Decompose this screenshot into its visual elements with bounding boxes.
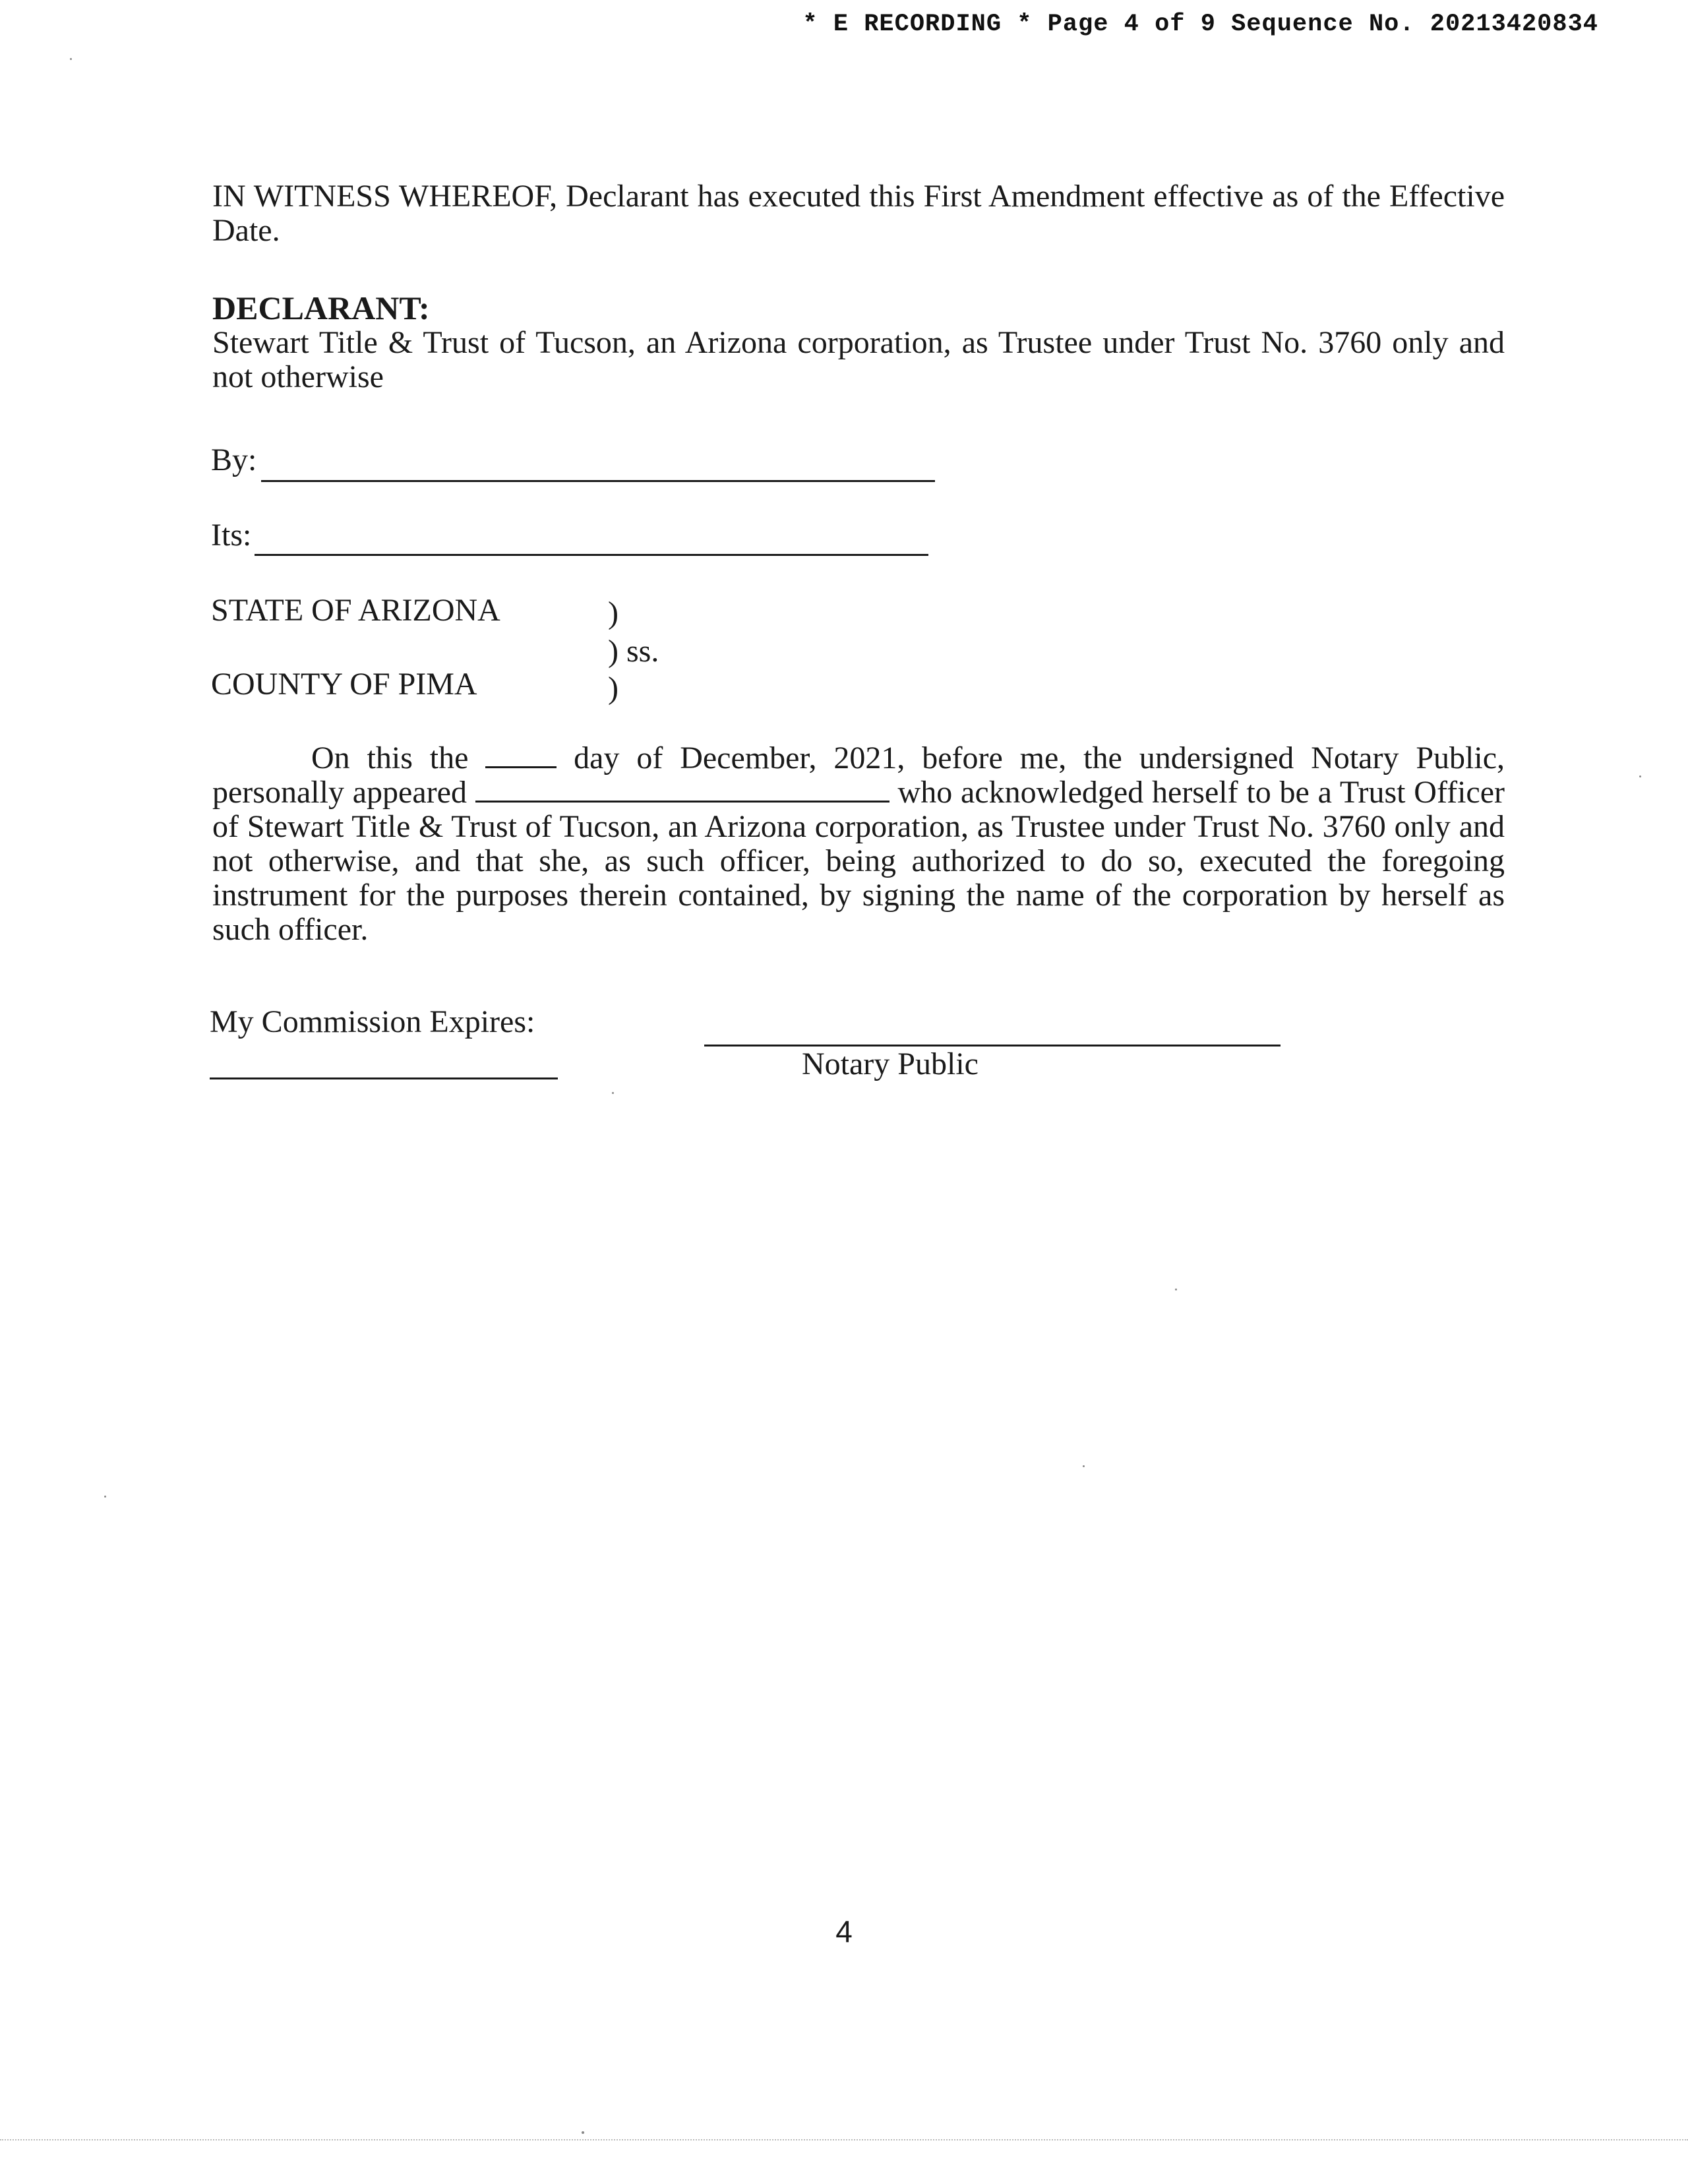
witness-clause: IN WITNESS WHEREOF, Declarant has executed this First Amendment effective as of the Effective Date.	[212, 179, 1505, 248]
venue-paren-bottom: )	[608, 671, 618, 706]
scan-speck	[612, 1092, 614, 1094]
recording-header: * E RECORDING * Page 4 of 9 Sequence No. 20213420834	[802, 11, 1598, 38]
by-signature-line[interactable]	[261, 480, 935, 482]
its-title-line[interactable]	[255, 554, 928, 556]
notary-public-label: Notary Public	[802, 1046, 979, 1081]
acknowledgment-part1: On this the	[311, 741, 469, 775]
venue-county: COUNTY OF PIMA	[211, 667, 477, 702]
notary-signature-line[interactable]	[704, 1045, 1281, 1046]
scan-speck	[104, 1496, 106, 1498]
venue-state: STATE OF ARIZONA	[211, 593, 500, 628]
declarant-entity: Stewart Title & Trust of Tucson, an Arizona corporation, as Trustee under Trust No. 3760 only and not otherwise	[212, 325, 1505, 394]
scan-bottom-edge	[0, 2139, 1688, 2140]
scan-speck	[582, 2131, 584, 2134]
acknowledgment-part3: who acknowledged herself to be a Trust Officer of Stewart Title & Trust of Tucson, an Arizona corporation, as Trustee under Trust No. 3760 only and not otherwise, and that she, as such officer, being authorized to do so, executed the foregoing instrument for the purposes therein contained, by signing the name of the corporation by herself as such officer.	[212, 775, 1505, 947]
commission-expires-line[interactable]	[210, 1077, 558, 1079]
its-label: Its:	[211, 518, 252, 553]
acknowledgment-paragraph	[212, 741, 1505, 947]
commission-expires-label: My Commission Expires:	[210, 1004, 535, 1039]
by-signature-row	[211, 443, 256, 477]
scan-speck	[1639, 775, 1641, 777]
acknowledgment-part2: day of December, 2021, before me, the undersigned Notary Public, personally appeared	[212, 741, 1505, 810]
by-label: By:	[211, 442, 257, 477]
page-number: 4	[835, 1914, 853, 1949]
scan-speck	[70, 58, 72, 60]
appeared-name-blank[interactable]	[475, 781, 889, 803]
day-blank[interactable]	[485, 746, 557, 768]
scan-speck	[1083, 1465, 1085, 1467]
declarant-heading: DECLARANT:	[212, 289, 430, 326]
its-title-row	[211, 518, 251, 553]
venue-paren-ss: ) ss.	[608, 634, 659, 669]
venue-paren-top: )	[608, 595, 618, 630]
scan-speck	[1175, 1289, 1177, 1290]
